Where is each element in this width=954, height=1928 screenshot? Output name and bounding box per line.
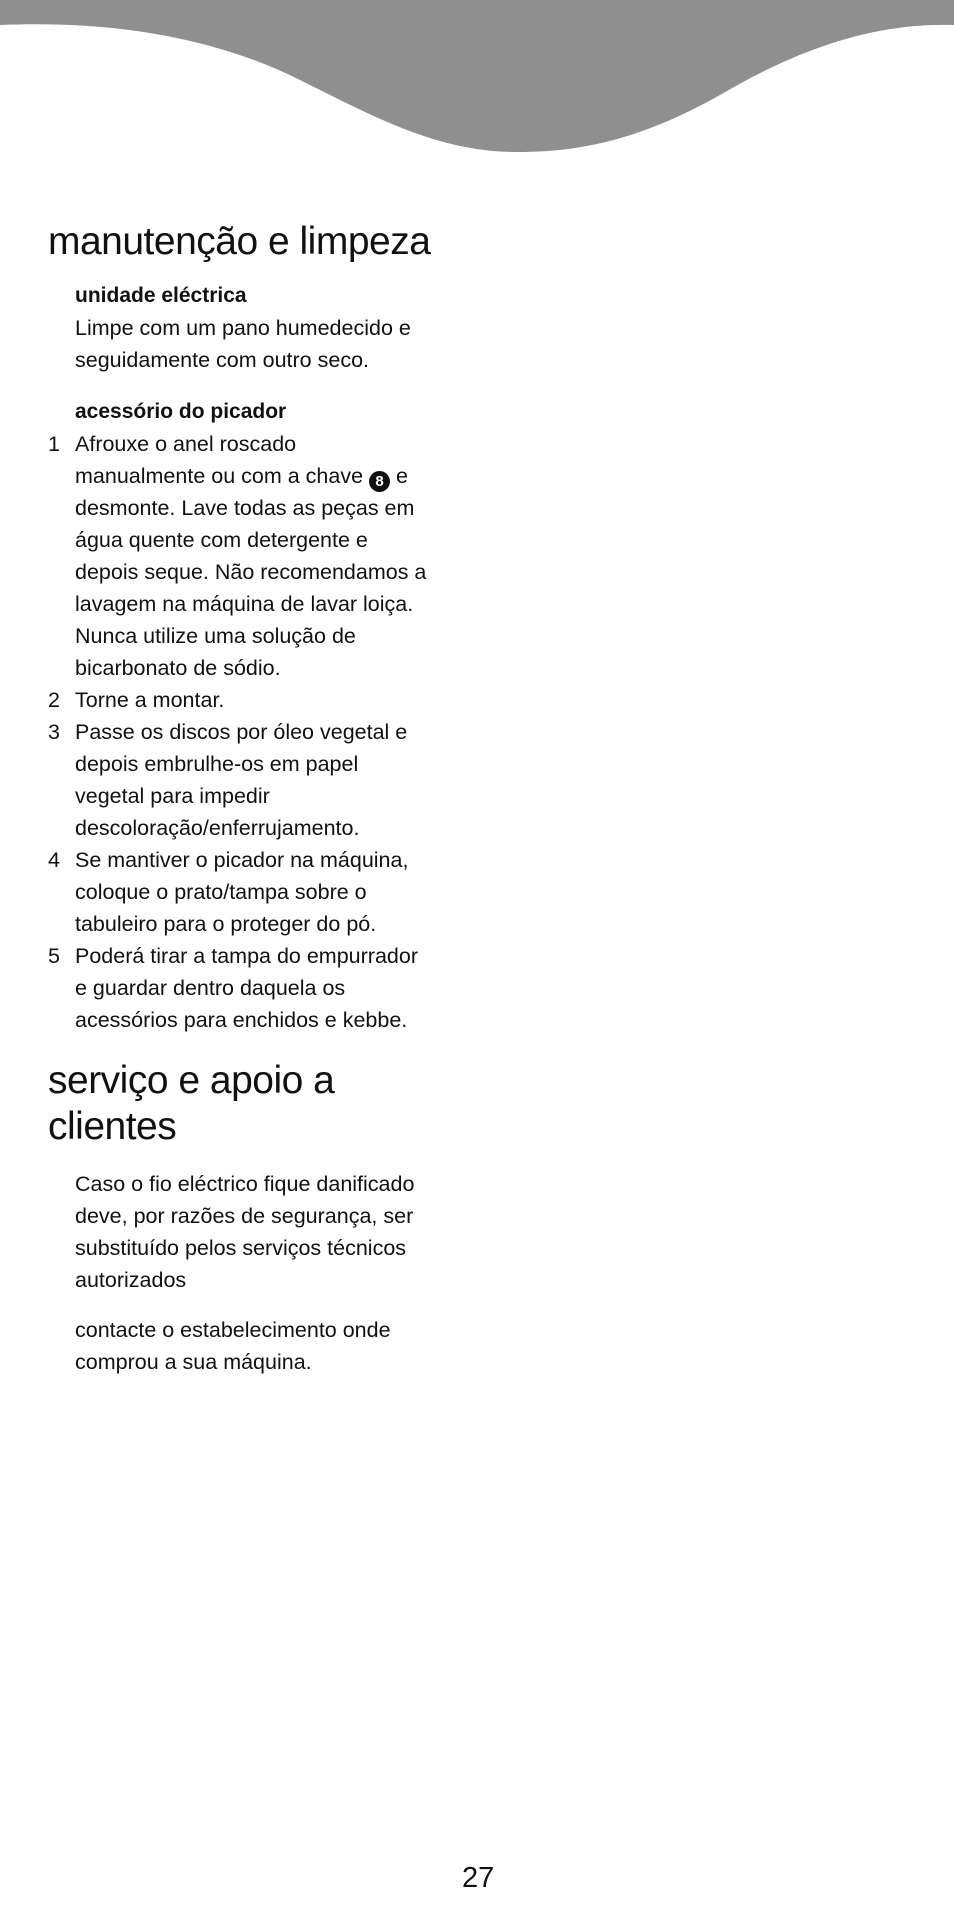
section-title-maintenance: manutenção e limpeza xyxy=(48,220,431,263)
text: e xyxy=(396,464,408,488)
service-paragraph-2 xyxy=(75,1314,495,1378)
text: coloque o prato/tampa sobre o xyxy=(75,880,367,904)
text-line xyxy=(75,844,495,876)
text: lavagem na máquina de lavar loiça. xyxy=(75,592,414,616)
text-line xyxy=(75,748,495,780)
text: Afrouxe o anel roscado xyxy=(75,432,297,456)
text-line xyxy=(75,556,495,588)
header-wave-decoration xyxy=(0,0,954,160)
subsection-power-unit xyxy=(75,280,495,376)
text-line xyxy=(75,716,495,748)
text: depois seque. Não recomendamos a xyxy=(75,560,427,584)
text-line xyxy=(75,812,495,844)
text: água quente com detergente e xyxy=(75,528,368,552)
numbered-list xyxy=(48,428,495,1036)
list-number: 1 xyxy=(48,432,60,456)
text: descoloração/enferrujamento. xyxy=(75,816,360,840)
list-number: 3 xyxy=(48,720,60,744)
text: Se mantiver o picador na máquina, xyxy=(75,848,409,872)
section-title-service xyxy=(48,1058,334,1150)
text-line xyxy=(75,460,495,492)
text: Passe os discos por óleo vegetal e xyxy=(75,720,408,744)
text-line xyxy=(75,492,495,524)
text: manualmente ou com a chave xyxy=(75,464,364,488)
text-line: Caso o fio eléctrico fique danificado xyxy=(75,1172,415,1196)
text-line xyxy=(75,940,495,972)
text-line xyxy=(75,652,495,684)
text-line: contacte o estabelecimento onde xyxy=(75,1318,391,1342)
list-number: 5 xyxy=(48,944,60,968)
text: bicarbonato de sódio. xyxy=(75,656,281,680)
text: tabuleiro para o proteger do pó. xyxy=(75,912,377,936)
text: depois embrulhe-os em papel xyxy=(75,752,359,776)
text-line xyxy=(75,876,495,908)
text-line xyxy=(75,908,495,940)
service-paragraph-1 xyxy=(75,1168,495,1296)
text-line xyxy=(75,588,495,620)
part-number-badge-icon: 8 xyxy=(369,471,390,492)
text: desmonte. Lave todas as peças em xyxy=(75,496,415,520)
subsection-title: acessório do picador xyxy=(75,400,287,423)
text-line: seguidamente com outro seco. xyxy=(75,348,369,372)
text: Poderá tirar a tampa do empurrador xyxy=(75,944,418,968)
list-item xyxy=(48,716,495,844)
title-line: serviço e apoio a xyxy=(48,1059,335,1102)
subsection-chopper xyxy=(48,396,495,1036)
text: Nunca utilize uma solução de xyxy=(75,624,356,648)
page-number: 27 xyxy=(462,1862,495,1894)
list-number: 4 xyxy=(48,848,60,872)
text: acessórios para enchidos e kebbe. xyxy=(75,1008,408,1032)
text-line: autorizados xyxy=(75,1268,187,1292)
list-number: 2 xyxy=(48,688,60,712)
subsection-title: unidade eléctrica xyxy=(75,284,247,307)
text-line xyxy=(75,1004,495,1036)
text: e guardar dentro daquela os xyxy=(75,976,346,1000)
text-line xyxy=(75,428,495,460)
text-line: deve, por razões de segurança, ser xyxy=(75,1204,414,1228)
list-item xyxy=(48,428,495,684)
text-line xyxy=(75,780,495,812)
text-line: substituído pelos serviços técnicos xyxy=(75,1236,407,1260)
list-item xyxy=(48,684,495,716)
text-line xyxy=(75,972,495,1004)
text-line xyxy=(75,684,495,716)
text-line: Limpe com um pano humedecido e xyxy=(75,316,411,340)
text-line xyxy=(75,620,495,652)
text-line: comprou a sua máquina. xyxy=(75,1350,312,1374)
list-item xyxy=(48,844,495,940)
text: Torne a montar. xyxy=(75,688,225,712)
text-line xyxy=(75,524,495,556)
text: vegetal para impedir xyxy=(75,784,270,808)
title-line: clientes xyxy=(48,1105,177,1148)
list-item xyxy=(48,940,495,1036)
